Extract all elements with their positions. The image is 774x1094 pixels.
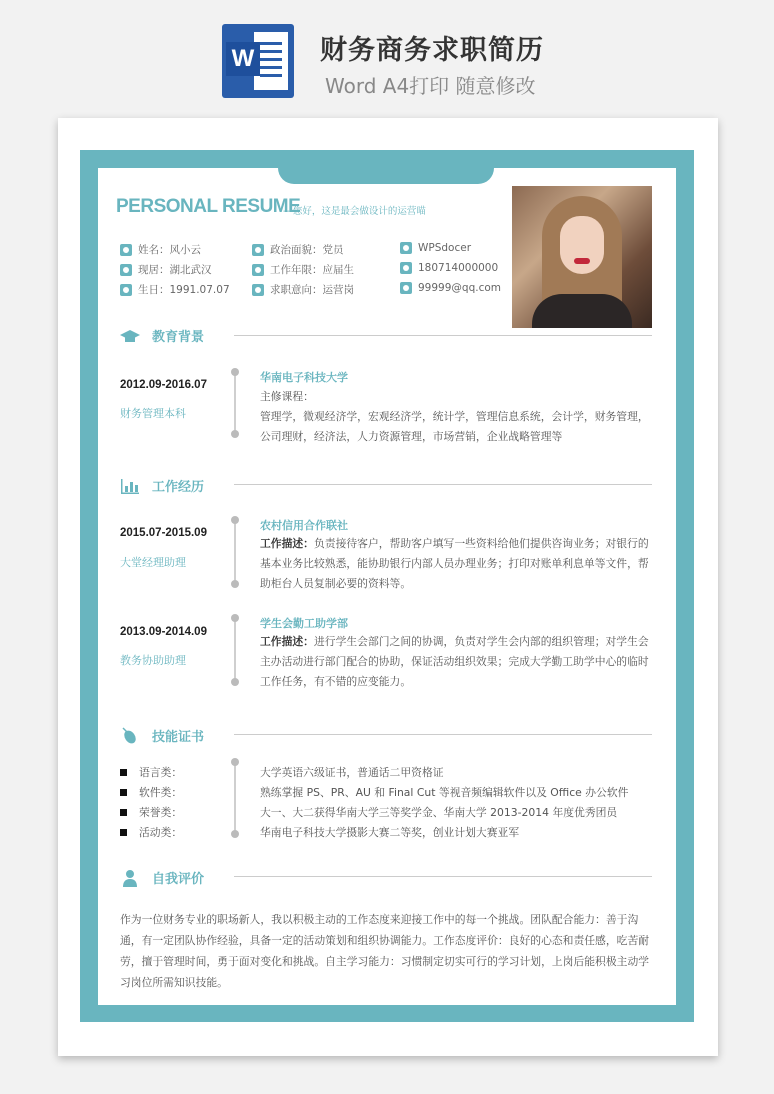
user-icon	[120, 869, 140, 887]
info-birthday	[120, 282, 230, 297]
info-political	[252, 242, 344, 257]
timeline-dot	[231, 516, 239, 524]
section-divider	[234, 876, 652, 877]
graduation-cap-icon	[120, 327, 140, 345]
banner	[0, 0, 774, 118]
info-intention	[252, 282, 354, 297]
profile-photo	[512, 186, 652, 328]
info-phone	[400, 262, 498, 274]
education-school: 华南电子科技大学	[260, 371, 348, 384]
work-2-date: 2013.09-2014.09	[120, 626, 207, 638]
timeline-dot	[231, 758, 239, 766]
work-1-desc	[260, 534, 656, 594]
work-2-role: 教务协助助理	[120, 654, 186, 667]
skill-category-label: 软件类：	[139, 786, 183, 799]
phone-icon	[400, 262, 412, 274]
team-icon	[252, 264, 264, 276]
mouse-icon	[120, 727, 140, 745]
work-2-desc	[260, 632, 656, 692]
timeline-dot	[231, 580, 239, 588]
bullet-square-icon	[120, 829, 127, 836]
mail-icon	[400, 282, 412, 294]
skill-category-label: 荣誉类：	[139, 806, 183, 819]
skill-value: 华南电子科技大学摄影大赛二等奖，创业计划大赛亚军	[260, 826, 520, 839]
skill-category	[120, 825, 182, 840]
skill-value: 熟练掌握 PS、PR、AU 和 Final Cut 等视音频编辑软件以及 Office 办公软件	[260, 786, 629, 799]
timeline-line	[234, 372, 236, 436]
bullet-square-icon	[120, 789, 127, 796]
section-education-header	[120, 326, 204, 345]
education-courses-label: 主修课程：	[260, 390, 314, 403]
info-political-text: 政治面貌：党员	[270, 244, 344, 256]
calendar-icon	[120, 284, 132, 296]
education-courses: 管理学，微观经济学，宏观经济学，统计学，管理信息系统，会计学，财务管理，公司理财，经济法，人力资源管理，市场营销，企业战略管理等	[260, 410, 649, 443]
info-intention-text: 求职意向：运营岗	[270, 284, 354, 296]
skill-category-label: 语言类：	[139, 766, 183, 779]
info-name	[120, 242, 201, 257]
bullet-square-icon	[120, 769, 127, 776]
section-skills-title: 技能证书	[152, 730, 205, 745]
section-divider	[234, 734, 652, 735]
target-icon	[252, 284, 264, 296]
resume-title: PERSONAL RESUME	[116, 196, 301, 217]
frame-tab	[278, 166, 494, 184]
section-skills-header	[120, 726, 204, 745]
section-work-header	[120, 476, 204, 495]
word-letter: W	[226, 42, 260, 76]
skill-value: 大学英语六级证书，普通话二甲资格证	[260, 766, 444, 779]
work-2-desc-text: 进行学生会部门之间的协调，负责对学生会内部的组织管理；对学生会主办活动进行部门配合的协助，保证活动组织效果；完成大学勤工助学中心的临时工作任务，有不错的应变能力。	[260, 635, 649, 688]
work-2-desc-label: 工作描述：	[260, 635, 314, 648]
section-self-title: 自我评价	[152, 872, 205, 887]
timeline-dot	[231, 678, 239, 686]
resume-paper	[58, 118, 718, 1056]
section-education-title: 教育背景	[152, 330, 205, 345]
timeline-line	[234, 618, 236, 682]
location-icon	[120, 264, 132, 276]
bar-chart-icon	[120, 477, 140, 495]
timeline-dot	[231, 830, 239, 838]
chat-icon	[400, 242, 412, 254]
work-1-org: 农村信用合作联社	[260, 519, 348, 532]
section-self-header	[120, 868, 204, 887]
info-phone-text: 180714000000	[418, 262, 499, 274]
skill-category	[120, 805, 182, 820]
resume-content	[98, 168, 676, 1005]
self-evaluation: 作为一位财务专业的职场新人，我以积极主动的工作态度来迎接工作中的每一个挑战。团队配合能力：善于沟通，有一定团队协作经验，具备一定的活动策划和组织协调能力。工作态度评价：良好的心态和责任感，吃苦耐劳，擅于管理时间，勇于面对变化和挑战。自主学习能力：习惯制定切实可行的学习计划，上岗后能积极主动学习岗位所需知识技能。	[120, 913, 650, 989]
info-residence	[120, 262, 212, 277]
info-wechat	[400, 242, 471, 254]
work-2-org: 学生会勤工助学部	[260, 617, 348, 630]
work-1-date: 2015.07-2015.09	[120, 527, 207, 539]
timeline-dot	[231, 368, 239, 376]
section-divider	[234, 484, 652, 485]
info-work-years	[252, 262, 354, 277]
education-date: 2012.09-2016.07	[120, 379, 207, 391]
skill-category	[120, 765, 182, 780]
work-1-desc-text: 负责接待客户，帮助客户填写一些资料给他们提供咨询业务；对银行的基本业务比较熟悉，能协助银行内部人员办理业务；打印对账单利息单等文件，帮助柜台人员复制必要的资料等。	[260, 537, 649, 590]
resume-frame	[80, 150, 694, 1022]
timeline-line	[234, 520, 236, 584]
resume-slogan: -- 您好，这是最会做设计的运营喵	[283, 206, 426, 217]
work-1-role: 大堂经理助理	[120, 556, 186, 569]
skill-category-label: 活动类：	[139, 826, 183, 839]
word-logo-icon	[222, 24, 294, 98]
timeline-dot	[231, 614, 239, 622]
badge-icon	[252, 244, 264, 256]
info-birthday-text: 生日：1991.07.07	[138, 284, 230, 296]
banner-subtitle: Word A4打印 随意修改	[325, 74, 536, 98]
info-email	[400, 282, 501, 294]
banner-title: 财务商务求职简历	[320, 35, 544, 66]
info-work-years-text: 工作年限：应届生	[270, 264, 354, 276]
info-name-text: 姓名：风小云	[138, 244, 201, 256]
timeline-dot	[231, 430, 239, 438]
section-work-title: 工作经历	[152, 480, 205, 495]
info-wechat-text: WPSdocer	[418, 242, 472, 254]
timeline-line	[234, 762, 236, 834]
skill-value: 大一、大二获得华南大学三等奖学金、华南大学 2013-2014 年度优秀团员	[260, 806, 618, 819]
info-email-text: 99999@qq.com	[418, 282, 501, 294]
work-1-desc-label: 工作描述：	[260, 537, 314, 550]
bullet-square-icon	[120, 809, 127, 816]
education-major: 财务管理本科	[120, 407, 186, 420]
person-icon	[120, 244, 132, 256]
section-divider	[234, 335, 652, 336]
skill-category	[120, 785, 182, 800]
info-residence-text: 现居：湖北武汉	[138, 264, 212, 276]
